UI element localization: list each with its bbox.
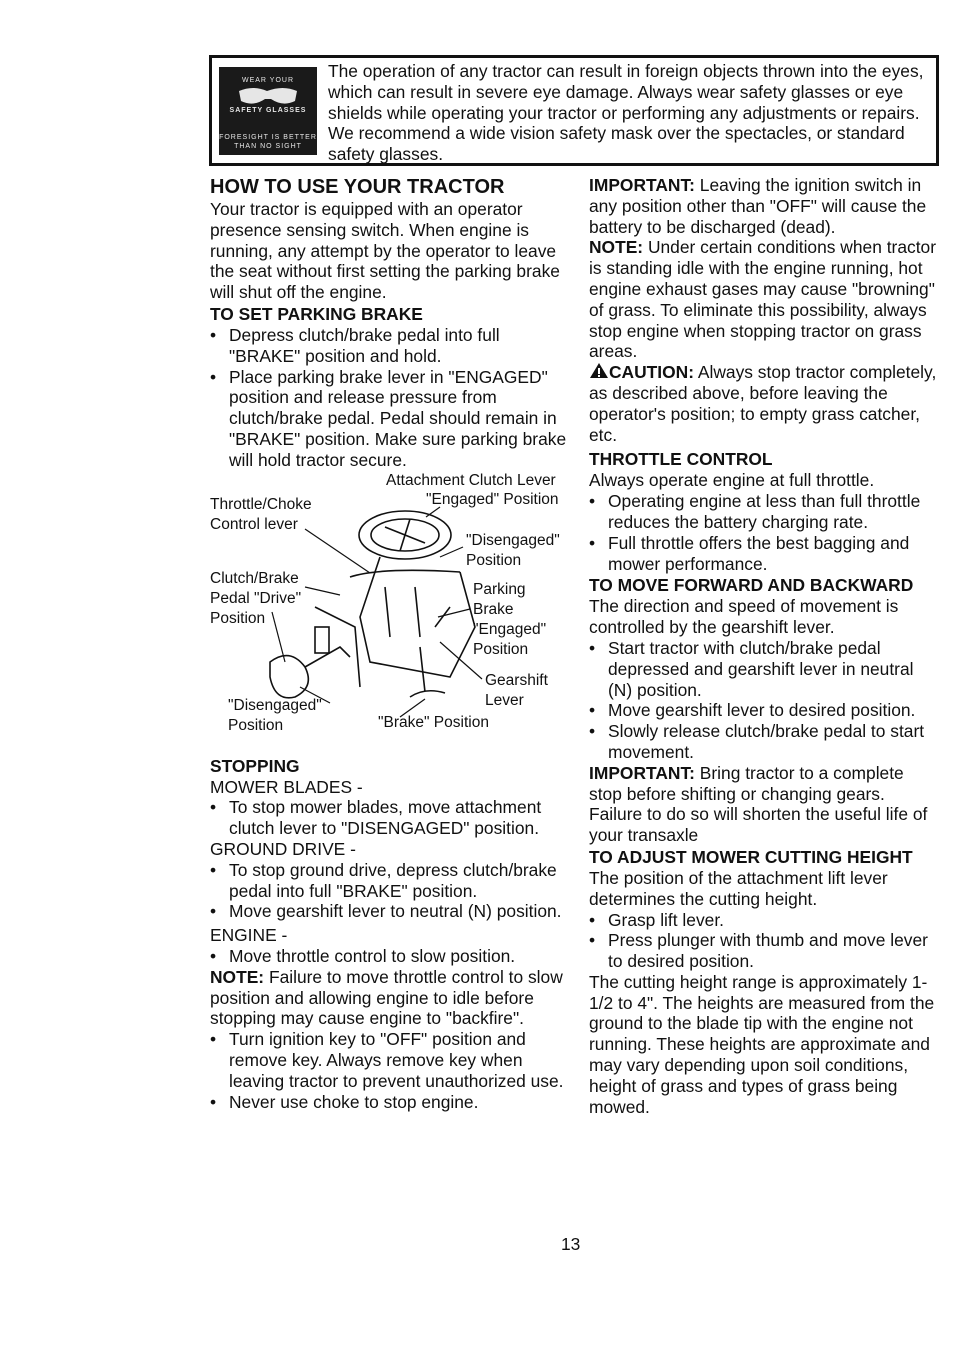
label-gearshift-2: Lever xyxy=(485,691,524,709)
move-list xyxy=(589,638,941,763)
warning-text: The operation of any tractor can result in foreign objects thrown into the eyes, which can result in severe eye damage. Always wear safety glasses or eye shields while operating your tractor or performing any adjustments or repairs. We recommend a wide vision safety mask over the spectacles, or standard safety glasses. xyxy=(328,61,924,165)
subhead-engine: ENGINE - xyxy=(210,925,288,946)
list-item: • Press plunger with thumb and move lever to desired position. xyxy=(589,930,941,972)
label-parking-1: Parking xyxy=(473,580,526,598)
caution-text: Always stop tractor completely, as described above, before leaving the operator's position; to empty grass catcher, etc. xyxy=(589,362,937,445)
section-title-how-to-use: HOW TO USE YOUR TRACTOR xyxy=(210,176,505,198)
caution-label: CAUTION: xyxy=(609,362,695,383)
section-title-cutting-height: TO ADJUST MOWER CUTTING HEIGHT xyxy=(589,846,913,867)
label-brake-position: "Brake" Position xyxy=(378,713,489,731)
icon-line-3 xyxy=(219,133,317,151)
list-item: • Move throttle control to slow position. xyxy=(210,946,570,967)
note-text: Under certain conditions when tractor is standing idle with the engine running, hot engine exhaust gases may cause "browning" of grass. To eliminate this possibility, always stop engine when stopping tractor on grass areas. xyxy=(589,237,936,362)
list-item: • Full throttle offers the best bagging and mower performance. xyxy=(589,533,941,575)
safety-warning-box xyxy=(209,55,939,166)
label-attachment-clutch: Attachment Clutch Lever xyxy=(386,471,556,489)
subhead-ground-drive: GROUND DRIVE - xyxy=(210,838,356,859)
list-item: • Never use choke to stop engine. xyxy=(210,1092,570,1113)
parking-brake-list xyxy=(210,325,570,471)
list-item: • Turn ignition key to "OFF" position and remove key. Always remove key when leaving tractor to prevent unauthorized use. xyxy=(210,1029,570,1091)
icon-line-1: WEAR YOUR xyxy=(241,77,295,84)
label-parking-3: "Engaged" xyxy=(473,620,547,638)
ground-drive-list xyxy=(210,860,570,922)
label-pedal-disengaged-2: Position xyxy=(228,716,284,734)
label-parking-2: Brake xyxy=(473,600,514,618)
caution-triangle-icon xyxy=(589,362,609,379)
label-throttle-1: Throttle/Choke xyxy=(210,495,312,513)
adjust-intro: The position of the attachment lift lever determines the cutting height. xyxy=(589,867,888,909)
list-item: • To stop mower blades, move attachment clutch lever to "DISENGAGED" position. xyxy=(210,797,570,839)
list-item: • Operating engine at less than full throttle reduces the battery charging rate. xyxy=(589,491,941,533)
mower-blades-list xyxy=(210,797,570,839)
list-item: • Slowly release clutch/brake pedal to start movement. xyxy=(589,721,941,763)
note-text: Failure to move throttle control to slow position and allowing engine to idle before stopping may cause engine to "backfire". xyxy=(210,966,563,1029)
note-label: NOTE: xyxy=(210,966,265,987)
subhead-mower-blades: MOWER BLADES - xyxy=(210,776,363,797)
right-column xyxy=(589,175,941,1117)
move-intro: The direction and speed of movement is controlled by the gearshift lever. xyxy=(589,596,899,638)
label-clutch-2: Pedal "Drive" xyxy=(210,589,302,607)
left-column xyxy=(210,175,570,1112)
label-disengaged-1: "Disengaged" xyxy=(466,531,560,549)
icon-line-3a: FORESIGHT IS BETTER xyxy=(219,134,317,141)
label-gearshift-1: Gearshift xyxy=(485,671,548,689)
note-browning xyxy=(589,237,941,362)
throttle-intro: Always operate engine at full throttle. xyxy=(589,470,875,491)
important-battery xyxy=(589,175,941,237)
list-item: • Grasp lift lever. xyxy=(589,910,941,931)
adjust-list xyxy=(589,910,941,972)
list-item: • Move gearshift lever to desired position. xyxy=(589,700,941,721)
list-item: • Start tractor with clutch/brake pedal depressed and gearshift lever in neutral (N) position. xyxy=(589,638,941,700)
controls-diagram xyxy=(210,471,570,747)
section-title-parking-brake: TO SET PARKING BRAKE xyxy=(210,303,423,324)
icon-line-3b: THAN NO SIGHT xyxy=(234,143,302,150)
important-text: Leaving the ignition switch in any position other than "OFF" will cause the battery to be discharged (dead). xyxy=(589,175,927,237)
engine-note xyxy=(210,967,570,1029)
list-item: • Depress clutch/brake pedal into full "BRAKE" position and hold. xyxy=(210,325,570,367)
caution-paragraph xyxy=(589,362,941,445)
important-label: IMPORTANT: xyxy=(589,762,695,783)
important-transaxle xyxy=(589,763,941,846)
glasses-icon xyxy=(237,85,299,107)
engine-list xyxy=(210,946,570,967)
section-title-move: TO MOVE FORWARD AND BACKWARD xyxy=(589,575,914,596)
important-text: Bring tractor to a complete stop before shifting or changing gears. Failure to do so will shorten the useful life of your transaxle xyxy=(589,762,928,846)
list-item: • Move gearshift lever to neutral (N) position. xyxy=(210,901,570,922)
label-pedal-disengaged-1: "Disengaged" xyxy=(228,696,322,714)
note-label: NOTE: xyxy=(589,237,644,258)
engine-list-2 xyxy=(210,1029,570,1112)
label-clutch-3: Position xyxy=(210,609,266,627)
label-disengaged-2: Position xyxy=(466,551,522,569)
list-item: • To stop ground drive, depress clutch/brake pedal into full "BRAKE" position. xyxy=(210,860,570,902)
important-label: IMPORTANT: xyxy=(589,175,695,195)
intro-paragraph: Your tractor is equipped with an operator presence sensing switch. When engine is running, any attempt by the operator to leave the seat without first setting the parking brake will shut off the engine. xyxy=(210,199,560,303)
list-item: • Place parking brake lever in "ENGAGED" position and release pressure from clutch/brake pedal. Pedal should remain in "BRAKE" position. Make sure parking brake will hold tractor secure. xyxy=(210,367,570,471)
adjust-outro: The cutting height range is approximately 1-1/2 to 4". The heights are measured from the ground to the blade tip with the engine not running. These heights are approximate and may vary depending upon soil conditions, height of grass and types of grass being mowed. xyxy=(589,971,935,1117)
page-number: 13 xyxy=(561,1234,581,1254)
section-title-stopping: STOPPING xyxy=(210,755,300,776)
icon-line-2: SAFETY GLASSES xyxy=(229,107,307,114)
label-engaged-position: "Engaged" Position xyxy=(426,490,559,508)
section-title-throttle: THROTTLE CONTROL xyxy=(589,449,773,470)
throttle-list xyxy=(589,491,941,574)
safety-glasses-icon xyxy=(219,67,317,155)
label-clutch-1: Clutch/Brake xyxy=(210,569,299,587)
label-throttle-2: Control lever xyxy=(210,515,298,533)
label-parking-4: Position xyxy=(473,640,529,658)
